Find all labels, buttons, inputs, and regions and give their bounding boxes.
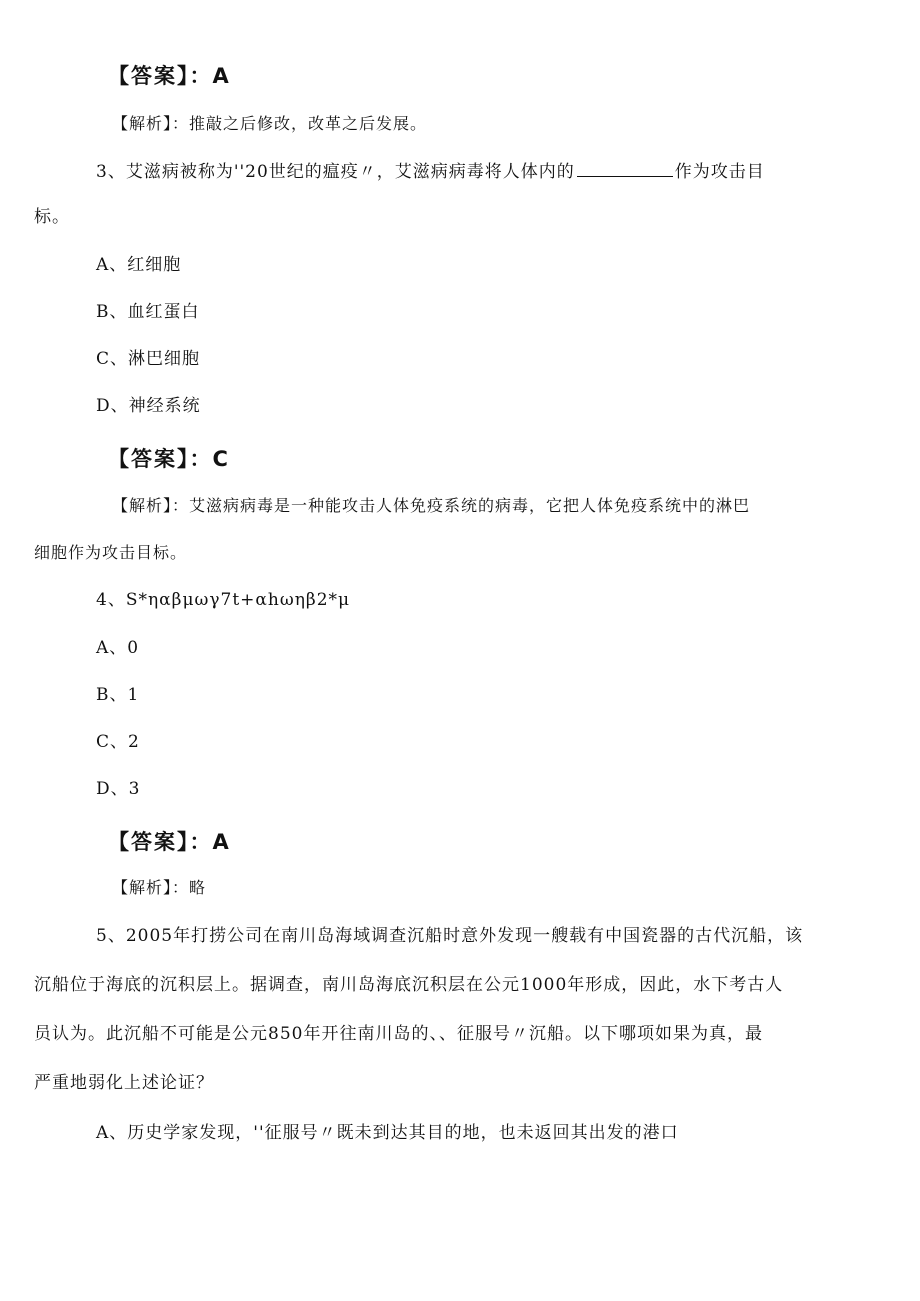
option-d: D、3: [96, 779, 141, 799]
question-stem-part: 作为攻击目: [674, 162, 765, 182]
answer-label: 【答案】：A: [108, 830, 231, 854]
question-stem: [96, 162, 765, 181]
option-d: D、神经系统: [96, 396, 201, 416]
fill-blank: [577, 162, 673, 177]
option-c: C、2: [96, 732, 140, 752]
question-stem-continuation: 员认为。此沉船不可能是公元850年开往南川岛的、、征服号〃沉船。以下哪项如果为真，最: [34, 1024, 763, 1044]
analysis-text: 【解析】：推敲之后修改，改革之后发展。: [112, 114, 428, 133]
option-c: C、淋巴细胞: [96, 349, 201, 369]
analysis-text: 【解析】：艾滋病病毒是一种能攻击人体免疫系统的病毒，它把人体免疫系统中的淋巴: [112, 496, 751, 515]
option-a: A、历史学家发现，''征服号〃既未到达其目的地，也未返回其出发的港口: [96, 1123, 679, 1143]
question-stem: 4、S*ηαβμωγ7t+αhωηβ2*μ: [96, 590, 351, 610]
option-b: B、1: [96, 685, 140, 705]
analysis-text: 【解析】：略: [112, 878, 207, 897]
question-stem-continuation: 标。: [34, 207, 70, 227]
option-b: B、血红蛋白: [96, 302, 200, 322]
answer-label: 【答案】：A: [108, 64, 231, 88]
option-a: A、红细胞: [96, 255, 182, 275]
answer-label: 【答案】：C: [108, 447, 230, 471]
question-stem-part: 3、艾滋病被称为''20世纪的瘟疫〃，艾滋病病毒将人体内的: [96, 162, 575, 182]
question-stem-continuation: 沉船位于海底的沉积层上。据调查，南川岛海底沉积层在公元1000年形成，因此，水下考古人: [34, 975, 784, 995]
question-stem: 5、2005年打捞公司在南川岛海域调查沉船时意外发现一艘载有中国瓷器的古代沉船，该: [96, 926, 804, 946]
option-a: A、0: [96, 638, 140, 658]
question-stem-continuation: 严重地弱化上述论证？: [34, 1073, 214, 1093]
analysis-text-continuation: 细胞作为攻击目标。: [34, 543, 188, 562]
